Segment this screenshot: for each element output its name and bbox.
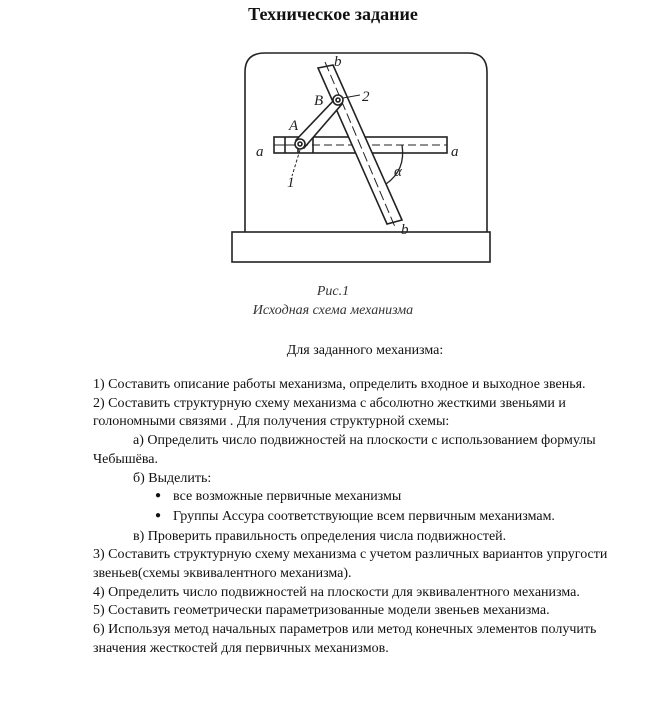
bullet-item: ● Группы Ассура соответствующие всем первичным механизмам. <box>93 508 633 528</box>
joint-B <box>333 95 343 105</box>
mechanism-diagram <box>0 0 666 280</box>
label-b-top: b <box>334 54 342 70</box>
task-item: 5) Составить геометрически параметризованные модели звеньев механизма. <box>93 603 550 619</box>
joint-A <box>295 139 305 149</box>
label-b-bottom: b <box>401 222 409 238</box>
housing-base <box>232 232 490 262</box>
task-item: 2) Составить структурную схему механизма с абсолютно жесткими звеньями и голономными связями . Для получения структурной схемы: <box>93 395 566 430</box>
label-A: A <box>289 118 299 134</box>
label-alpha: α <box>394 164 402 180</box>
subtask-item: в) Проверить правильность определения числа подвижностей. <box>133 528 507 544</box>
label-1: 1 <box>287 175 295 191</box>
task-item: 1) Составить описание работы механизма, определить входное и выходное звенья. <box>93 377 586 392</box>
task-item: 6) Используя метод начальных параметров или метод конечных элементов получить значения жесткостей для первичных механизмов. <box>93 622 597 656</box>
figure-caption: Исходная схема механизма <box>252 303 414 318</box>
task-list <box>93 376 633 659</box>
bullet-item: ● все возможные первичные механизмы <box>93 488 633 508</box>
label-2: 2 <box>362 89 370 105</box>
document-title: Техническое задание <box>248 4 418 24</box>
task-item: 3) Составить структурную схему механизма с учетом различных вариантов упругости звеньев(схемы эквивалентного механизма). <box>93 547 608 582</box>
task-item: 4) Определить число подвижностей на плоскости для эквивалентного механизма. <box>93 584 580 600</box>
subtask-item: а) Определить число подвижностей на плоскости с использованием формулы Чебышёва. <box>93 433 596 467</box>
label-a-right: a <box>451 144 459 160</box>
intro-text: Для заданного механизма: <box>286 343 444 358</box>
label-B: B <box>314 93 324 109</box>
subtask-item: б) Выделить: <box>133 470 212 486</box>
label-a-left: a <box>256 144 264 160</box>
figure-number: Рис.1 <box>316 284 350 299</box>
